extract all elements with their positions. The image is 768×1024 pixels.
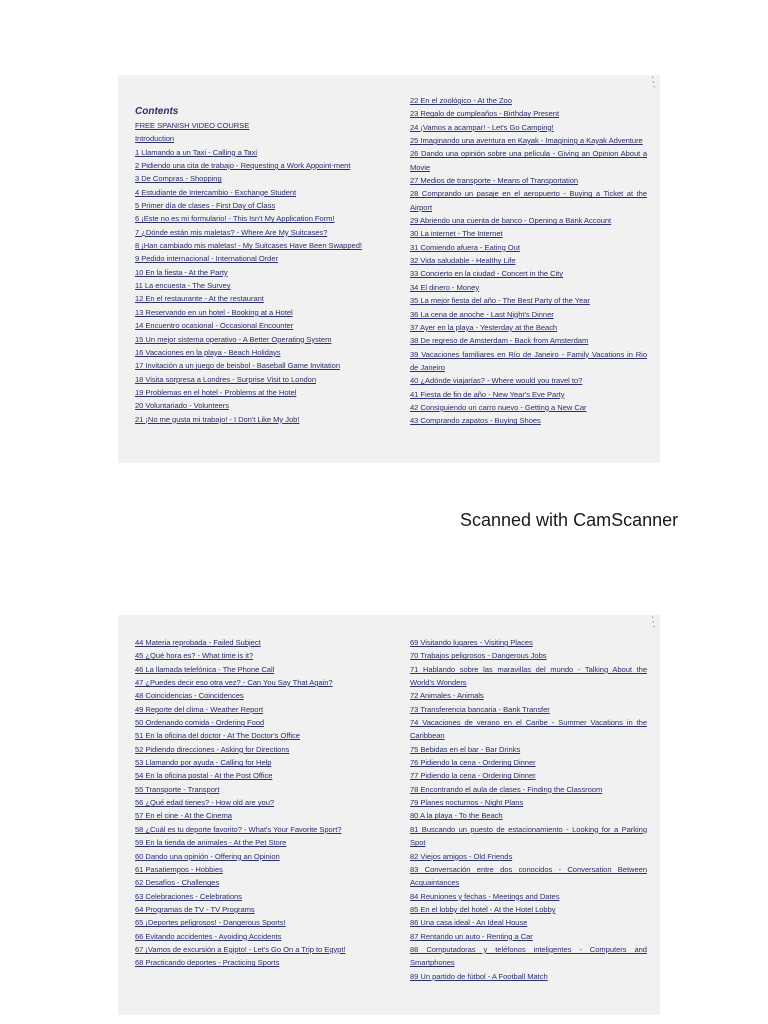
toc-entry-link[interactable]: 56 ¿Qué edad tienes? - How old are you? <box>135 798 275 808</box>
toc-entry-link[interactable]: 83 Conversación entre dos conocidos - Conversation Between Acquaintances <box>410 864 647 888</box>
toc-entry-link[interactable]: 29 Abriendo una cuenta de banco - Opening a Bank Account <box>410 216 612 226</box>
toc-entry-link[interactable]: 28 Comprando un pasaje en el aeropuerto - Buying a Ticket at the Airport <box>410 189 647 212</box>
toc-entry-link[interactable]: 70 Trabajos peligrosos - Dangerous Jobs <box>410 651 547 661</box>
toc-entry-link[interactable]: 6 ¡Este no es mi formulario! - This Isn't My Application Form! <box>135 214 335 224</box>
toc-column-left <box>135 106 372 426</box>
toc-entry-link[interactable]: 35 La mejor fiesta del año - The Best Party of the Year <box>410 296 590 306</box>
toc-entry-link[interactable]: 65 ¡Deportes peligrosos! - Dangerous Sports! <box>135 918 286 928</box>
toc-column-right <box>410 636 647 983</box>
toc-entry-link[interactable]: 17 Invitación a un juego de beisbol - Baseball Game Invitation <box>135 361 341 371</box>
toc-entry-link[interactable]: 23 Regalo de cumpleaños - Birthday Present <box>410 109 560 119</box>
toc-entry-link[interactable]: 10 En la fiesta - At the Party <box>135 267 228 277</box>
toc-entry-link[interactable]: 59 En la tienda de animales - At the Pet Store <box>135 838 287 848</box>
toc-entry-link[interactable]: 68 Practicando deportes - Practicing Sports <box>135 958 280 968</box>
toc-entry-link[interactable]: 38 De regreso de Amsterdam - Back from Amsterdam <box>410 336 589 346</box>
toc-entry-link[interactable]: FREE SPANISH VIDEO COURSE <box>135 121 250 130</box>
toc-entry-link[interactable]: 33 Concierto en la ciudad - Concert in the City <box>410 269 563 279</box>
toc-entry-link[interactable]: 21 ¡No me gusta mi trabajo! - I Don't Like My Job! <box>135 414 300 424</box>
toc-entry-link[interactable]: 53 Llamando por ayuda - Calling for Help <box>135 758 272 768</box>
toc-entry-link[interactable]: 88 Computadoras y teléfonos inteligentes - Computers and Smartphones <box>410 944 647 968</box>
toc-entry-link[interactable]: 51 En la oficina del doctor - At The Doctor's Office <box>135 731 300 741</box>
toc-entry-link[interactable]: Introduction <box>135 134 175 144</box>
toc-entry-link[interactable]: 86 Una casa ideal - An Ideal House <box>410 918 528 928</box>
toc-entry-link[interactable]: 18 Visita sorpresa a Londres - Surprise Visit to London <box>135 374 317 384</box>
toc-entry-link[interactable]: 55 Transporte - Transport <box>135 784 220 794</box>
toc-entry-link[interactable]: 49 Reporte del clima - Weather Report <box>135 704 264 714</box>
toc-entry-link[interactable]: 7 ¿Dónde están mis maletas? - Where Are My Suitcases? <box>135 227 328 237</box>
toc-entry-link[interactable]: 47 ¿Puedes decir eso otra vez? - Can You Say That Again? <box>135 678 333 688</box>
toc-entry-link[interactable]: 25 Imaginando una aventura en Kayak - Imagining a Kayak Adventure <box>410 136 643 146</box>
toc-entry-link[interactable]: 34 El dinero - Money <box>410 282 480 292</box>
scanned-page-1 <box>118 75 660 463</box>
toc-entry-link[interactable]: 89 Un partido de fútbol - A Football Match <box>410 971 548 981</box>
toc-entry-link[interactable]: 52 Pidiendo direcciones - Asking for Directions <box>135 744 290 754</box>
toc-entry-link[interactable]: 41 Fiesta de fin de año - New Year's Eve Party <box>410 389 565 399</box>
toc-entry-link[interactable]: 67 ¡Vamos de excursión a Egipto! - Let's Go On a Trip to Egypt! <box>135 944 346 954</box>
toc-entry-link[interactable]: 44 Materia reprobada - Failed Subject <box>135 638 261 647</box>
toc-entry-link[interactable]: 69 Visitando lugares - Visiting Places <box>410 638 533 647</box>
toc-entry-link[interactable]: 66 Evitando accidentes - Avoiding Accidents <box>135 931 282 941</box>
corner-mark-icon: ⋱ <box>645 75 661 90</box>
toc-entry-link[interactable]: 45 ¿Qué hora es? - What time is it? <box>135 651 254 661</box>
toc-entry-link[interactable]: 9 Pedido internacional - International Order <box>135 254 279 264</box>
toc-entry-link[interactable]: 71 Hablando sobre las maravillas del mundo - Talking About the World's Wonders <box>410 664 647 688</box>
toc-entry-link[interactable]: 19 Problemas en el hotel - Problems at the Hotel <box>135 387 297 397</box>
toc-entry-link[interactable]: 84 Reuniones y fechas - Meetings and Dates <box>410 891 560 901</box>
toc-entry-link[interactable]: 62 Desafíos - Challenges <box>135 878 220 888</box>
toc-entry-link[interactable]: 11 La encuesta - The Survey <box>135 281 231 291</box>
toc-entry-link[interactable]: 1 Llamando a un Taxi - Calling a Taxi <box>135 147 257 157</box>
toc-entry-link[interactable]: 2 Pidiendo una cita de trabajo - Requesting a Work Appoint-ment <box>135 161 351 171</box>
toc-entry-link[interactable]: 15 Un mejor sistema operativo - A Better Operating System <box>135 334 332 344</box>
toc-entry-link[interactable]: 46 La llamada telefónica - The Phone Call <box>135 664 275 674</box>
toc-entry-link[interactable]: 78 Encontrando el aula de clases - Finding the Classroom <box>410 784 603 794</box>
toc-entry-link[interactable]: 85 En el lobby del hotel - At the Hotel Lobby <box>410 904 556 914</box>
toc-entry-link[interactable]: 43 Comprando zapatos - Buying Shoes <box>410 416 541 426</box>
toc-entry-link[interactable]: 42 Consiguiendo un carro nuevo - Getting a New Car <box>410 402 587 412</box>
toc-entry-link[interactable]: 79 Planes nocturnos - Night Plans <box>410 798 524 808</box>
toc-entry-link[interactable]: 60 Dando una opinión - Offering an Opinion <box>135 851 280 861</box>
contents-title: Contents <box>135 106 179 117</box>
toc-entry-link[interactable]: 82 Viejos amigos - Old Friends <box>410 851 513 861</box>
toc-column-left <box>135 636 372 970</box>
toc-entry-link[interactable]: 22 En el zoológico - At the Zoo <box>410 96 512 105</box>
toc-entry-link[interactable]: 13 Reservando en un hotel - Booking at a Hotel <box>135 307 293 317</box>
camscanner-watermark: Scanned with CamScanner <box>460 510 679 530</box>
toc-entry-link[interactable]: 73 Transferencia bancaria - Bank Transfer <box>410 704 550 714</box>
toc-entry-link[interactable]: 40 ¿Adónde viajarías? - Where would you travel to? <box>410 376 583 386</box>
toc-entry-link[interactable]: 76 Pidiendo la cena - Ordering Dinner <box>410 758 536 768</box>
toc-entry-link[interactable]: 32 Vida saludable - Healthy Life <box>410 256 516 266</box>
toc-entry-link[interactable]: 74 Vacaciones de verano en el Caribe - Summer Vacations in the Caribbean <box>410 718 647 741</box>
toc-entry-link[interactable]: 31 Comiendo afuera - Eating Out <box>410 242 520 252</box>
toc-entry-link[interactable]: 50 Ordenando comida - Ordering Food <box>135 718 265 728</box>
toc-entry-link[interactable]: 12 En el restaurante - At the restaurant <box>135 294 264 304</box>
toc-entry-link[interactable]: 80 A la playa - To the Beach <box>410 811 503 821</box>
toc-entry-link[interactable]: 20 Voluntariado - Volunteers <box>135 401 230 411</box>
toc-entry-link[interactable]: 30 La internet - The Internet <box>410 229 503 239</box>
toc-entry-link[interactable]: 16 Vacaciones en la playa - Beach Holidays <box>135 347 281 357</box>
toc-entry-link[interactable]: 26 Dando una opinión sobre una película - Giving an Opinion About a Movie <box>410 149 647 172</box>
corner-mark-icon: ⋱ <box>645 615 661 630</box>
toc-entry-link[interactable]: 58 ¿Cuál es tu deporte favorito? - What's Your Favorite Sport? <box>135 824 342 834</box>
toc-entry-link[interactable]: 5 Primer día de clases - First Day of Class <box>135 201 276 211</box>
toc-entry-link[interactable]: 36 La cena de anoche - Last Night's Dinner <box>410 309 554 319</box>
toc-entry-link[interactable]: 8 ¡Han cambiado mis maletas! - My Suitcases Have Been Swapped! <box>135 241 362 251</box>
toc-entry-link[interactable]: 27 Medios de transporte - Means of Transportation <box>410 176 579 186</box>
toc-entry-link[interactable]: 37 Ayer en la playa - Yesterday at the Beach <box>410 322 558 332</box>
toc-entry-link[interactable]: 57 En el cine - At the Cinema <box>135 811 232 821</box>
toc-entry-link[interactable]: 14 Encuentro ocasional - Occasional Encounter <box>135 321 294 331</box>
toc-entry-link[interactable]: 24 ¡Vamos a acampar! - Let's Go Camping! <box>410 122 554 132</box>
toc-entry-link[interactable]: 54 En la oficina postal - At the Post Office <box>135 771 273 781</box>
scanned-page-2 <box>118 615 660 1015</box>
toc-entry-link[interactable]: 77 Pidiendo la cena - Ordering Dinner <box>410 771 536 781</box>
toc-entry-link[interactable]: 4 Estudiante de Intercambio - Exchange Student <box>135 187 297 197</box>
toc-entry-link[interactable]: 61 Pasatiempos - Hobbies <box>135 864 223 874</box>
toc-entry-link[interactable]: 72 Animales - Animals <box>410 691 484 701</box>
toc-entry-link[interactable]: 87 Rentando un auto - Renting a Car <box>410 931 533 941</box>
toc-column-right <box>410 94 647 428</box>
toc-entry-link[interactable]: 64 Programas de TV - TV Programs <box>135 904 255 914</box>
toc-entry-link[interactable]: 39 Vacaciones familiares en Río de Janeiro - Family Vacations in Rio de Janeiro <box>410 349 647 372</box>
toc-entry-link[interactable]: 75 Bebidas en el bar - Bar Drinks <box>410 744 521 754</box>
toc-entry-link[interactable]: 3 De Compras - Shopping <box>135 174 222 184</box>
toc-entry-link[interactable]: 63 Celebraciones - Celebrations <box>135 891 242 901</box>
toc-entry-link[interactable]: 48 Coincidencias - Coincidences <box>135 691 244 701</box>
toc-entry-link[interactable]: 81 Buscando un puesto de estacionamiento - Looking for a Parking Spot <box>410 824 647 848</box>
